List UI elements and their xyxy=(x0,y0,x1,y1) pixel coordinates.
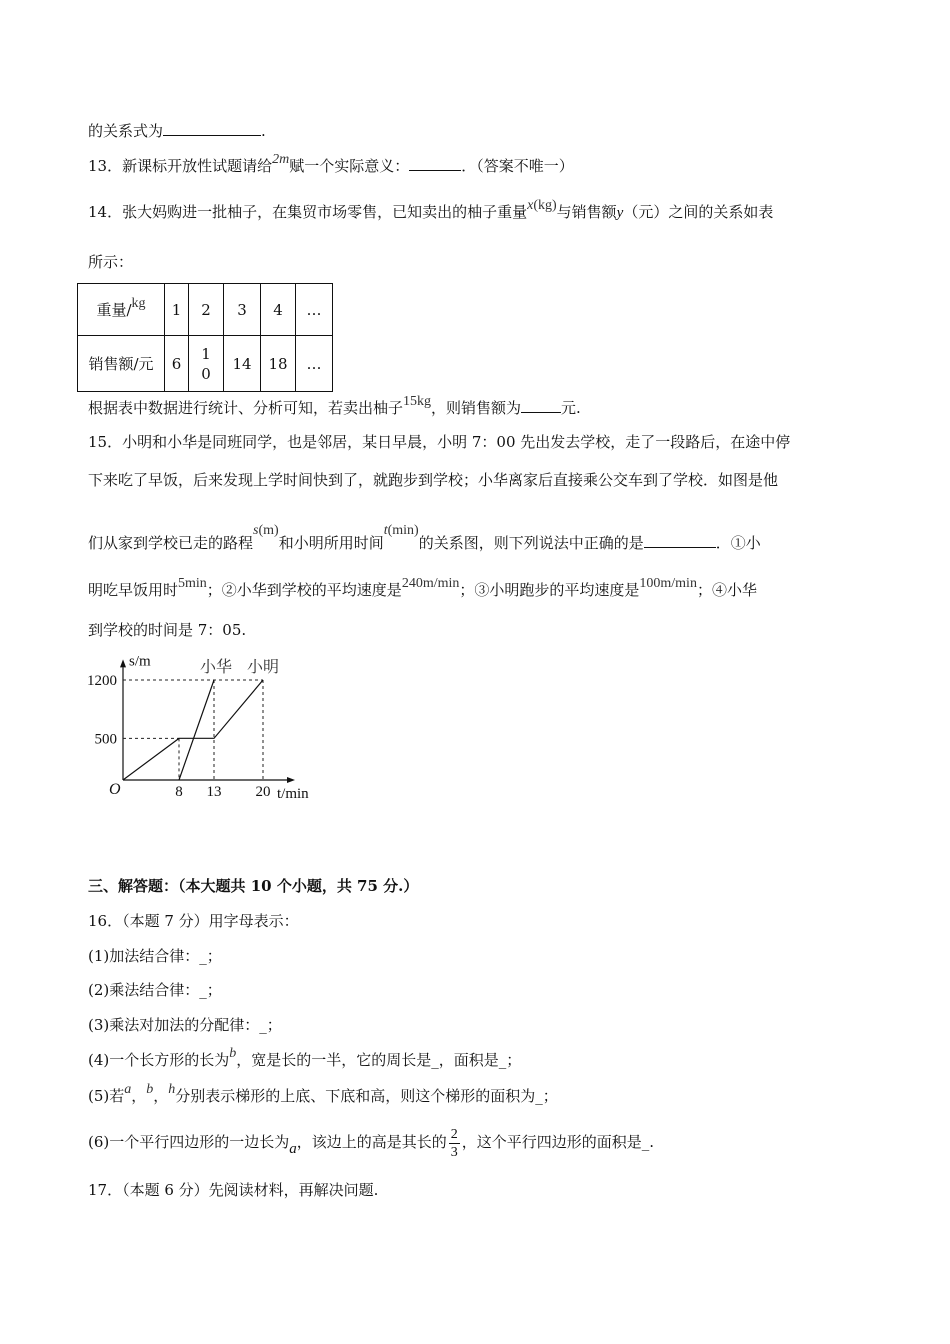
question-17-title: 17．（本题 6 分）先阅读材料，再解决问题. xyxy=(88,1181,379,1199)
y-tick-label: 1200 xyxy=(87,673,117,689)
table-cell: 18 xyxy=(261,336,296,392)
table-header-sales: 销售额/元 xyxy=(78,336,165,392)
table-cell: 14 xyxy=(224,336,261,392)
table-row-sales xyxy=(78,336,333,392)
question-15-line5: 到学校的时间是 7：05. xyxy=(88,621,247,639)
table-cell: 2 xyxy=(189,284,224,336)
x-axis-arrow xyxy=(287,777,295,783)
y-axis-label: s/m xyxy=(129,653,151,670)
table-cell: 1 xyxy=(165,284,189,336)
answer-blank[interactable] xyxy=(163,121,261,136)
table-cell: 4 xyxy=(261,284,296,336)
x-tick-label: 20 xyxy=(255,784,271,800)
question-15-line1: 15．小明和小华是同班同学，也是邻居，某日早晨，小明 7：00 先出发去学校，走了一段路后，在途中停 xyxy=(88,433,791,451)
y-axis-arrow xyxy=(120,659,126,667)
series-label-xiaoming: 小明 xyxy=(247,657,280,676)
distance-time-chart xyxy=(87,648,315,803)
question-16-item-5: (5)若a，b，h分别表示梯形的上底、下底和高，则这个梯形的面积为_； xyxy=(88,1082,558,1105)
question-16-item-1: (1)加法结合律：_； xyxy=(88,947,222,965)
question-16-item-2: (2)乘法结合律：_； xyxy=(88,981,222,999)
question-16-title: 16．（本题 7 分）用字母表示： xyxy=(88,912,299,930)
fraction-two-thirds: $\frac{2}{3}$ xyxy=(450,1126,458,1160)
table-row-weight xyxy=(78,284,333,336)
x-tick-label: 8 xyxy=(175,784,183,800)
question-14-followup: 根据表中数据进行统计、分析可知，若卖出柚子15kg，则销售额为 元. xyxy=(88,394,581,417)
question-16-item-6: (6)一个平行四边形的一边长为a，该边上的高是其长的 $\frac{2}{3}$ ，这个平行四边形的面积是_. xyxy=(88,1126,655,1160)
q12-tail: 的关系式为 . xyxy=(88,122,266,140)
answer-blank[interactable] xyxy=(644,533,716,548)
question-14-line2: 所示： xyxy=(88,253,134,271)
y-tick-label: 500 xyxy=(94,731,117,748)
answer-blank[interactable] xyxy=(409,156,461,171)
question-15-line3: 们从家到学校已走的路程s(m)和小明所用时间t(min)的关系图，则下列说法中正确的是 ．①小 xyxy=(88,523,761,552)
table-cell: 3 xyxy=(224,284,261,336)
x-axis-label: t/min xyxy=(277,786,309,802)
series-xiaohua xyxy=(179,680,214,780)
series-label-xiaohua: 小华 xyxy=(200,657,233,676)
answer-blank[interactable] xyxy=(521,398,561,413)
table-header-weight: 重量/kg xyxy=(78,284,165,336)
question-15-line2: 下来吃了早饭，后来发现上学时间快到了，就跑步到学校；小华离家后直接乘公交车到了学校．如图是他 xyxy=(88,471,779,489)
table-cell: 1 0 xyxy=(189,336,224,392)
question-16-item-3: (3)乘法对加法的分配律：_； xyxy=(88,1016,282,1034)
table-cell: 6 xyxy=(165,336,189,392)
question-15-line4: 明吃早饭用时5min；②小华到学校的平均速度是240m/min；③小明跑步的平均速度是100m/min；④小华 xyxy=(88,576,757,599)
x-tick-label: 13 xyxy=(206,784,222,800)
section-3-heading: 三、解答题：（本大题共 10 个小题，共 75 分.） xyxy=(88,877,419,895)
table-cell: … xyxy=(296,284,333,336)
table-cell: … xyxy=(296,336,333,392)
question-13: 13．新课标开放性试题请给2m赋一个实际意义： ．（答案不唯一） xyxy=(88,152,574,175)
weight-sales-table xyxy=(77,283,333,392)
series-xiaoming xyxy=(123,680,263,780)
question-14: 14．张大妈购进一批柚子，在集贸市场零售，已知卖出的柚子重量x(kg)与销售额y（元）之间的关系如表 xyxy=(88,198,774,221)
question-16-item-4: (4)一个长方形的长为b，宽是长的一半，它的周长是_，面积是_； xyxy=(88,1046,522,1069)
origin-label: O xyxy=(109,781,121,798)
